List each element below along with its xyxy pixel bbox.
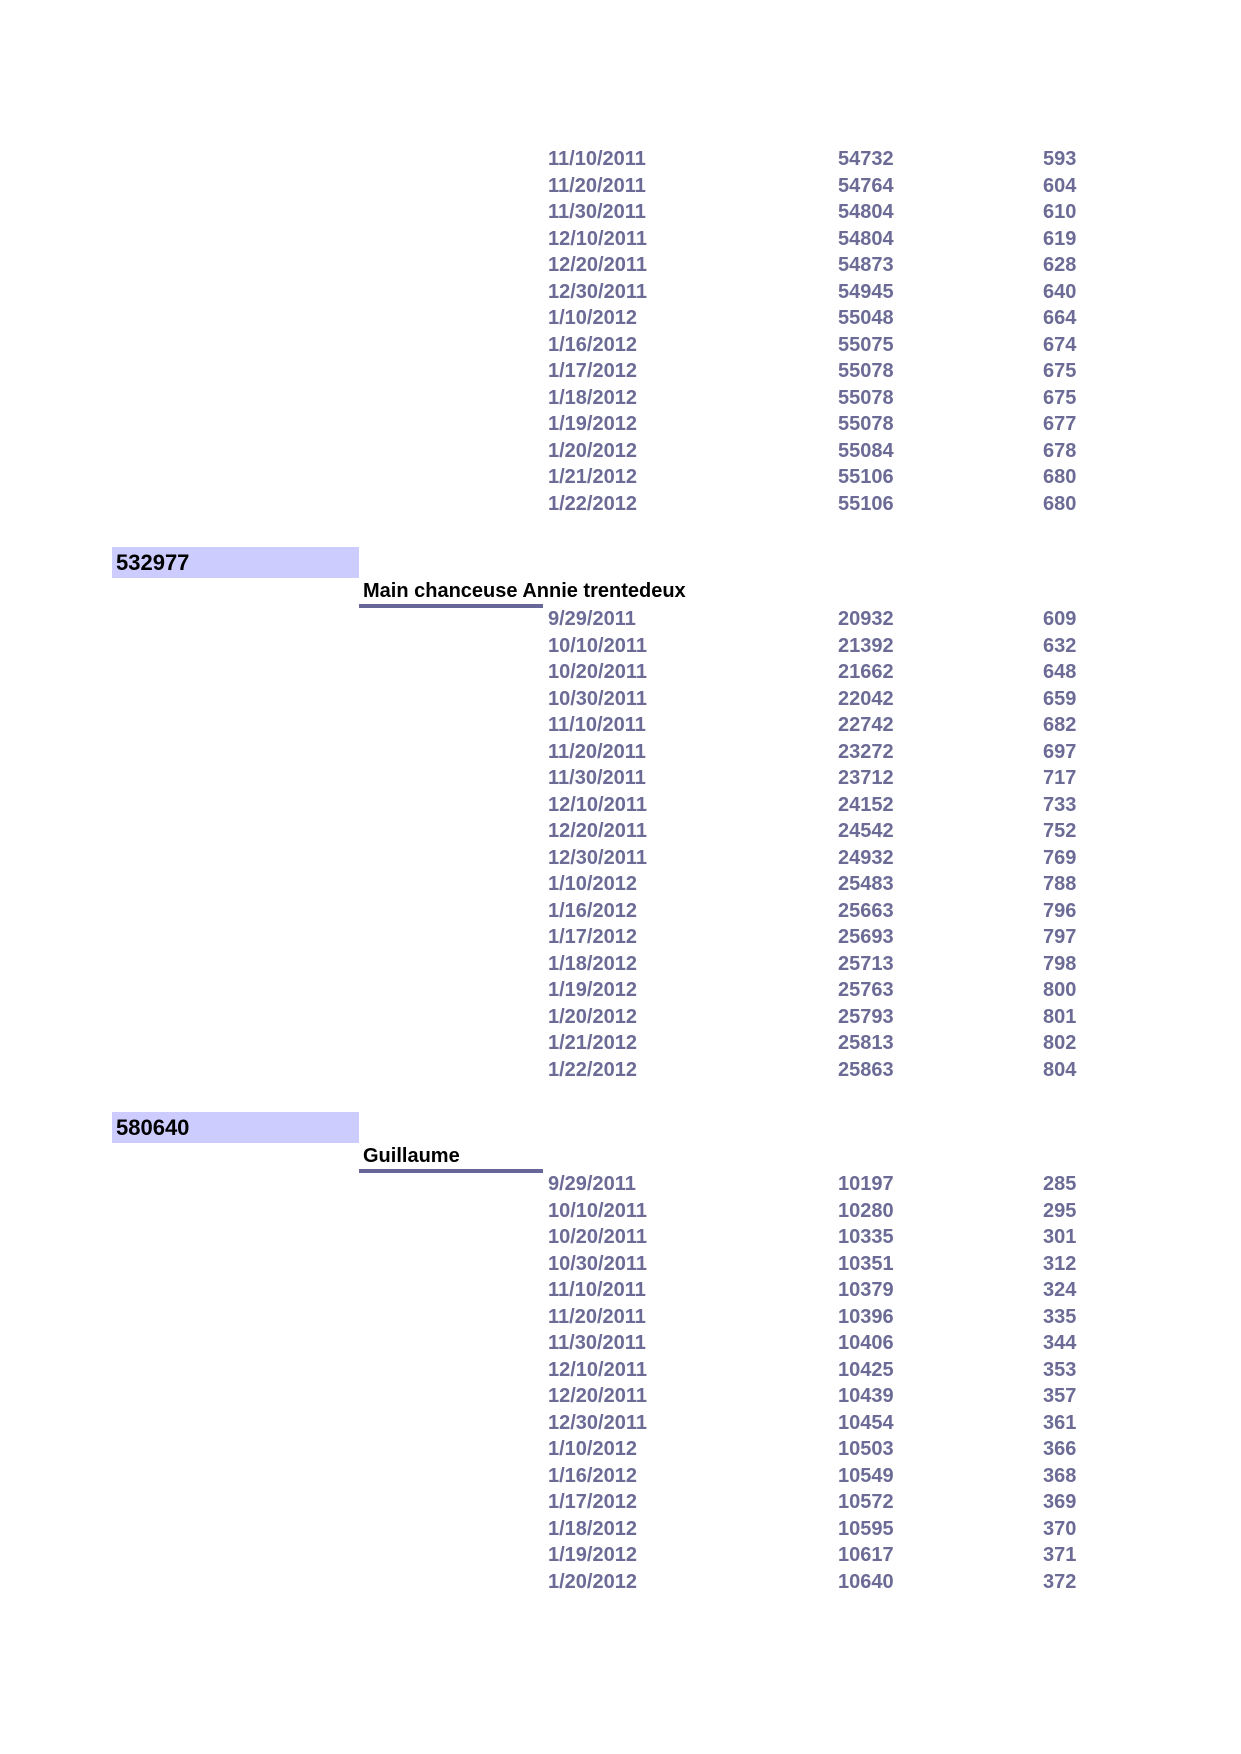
- row-date: 1/19/2012: [548, 1544, 637, 1566]
- row-value-2: 675: [1043, 360, 1077, 382]
- row-value-1: 55078: [838, 386, 894, 409]
- table-row: [0, 659, 1241, 686]
- row-value-1: 54873: [838, 254, 894, 276]
- table-row: [0, 818, 1241, 845]
- table-row: [0, 1357, 1241, 1384]
- row-value-2: 353: [1043, 1358, 1077, 1381]
- table-row: [0, 712, 1241, 739]
- row-value-1: 20932: [838, 608, 894, 630]
- table-row: [0, 1542, 1241, 1569]
- row-value-1: 10617: [838, 1544, 894, 1566]
- row-date: 1/22/2012: [548, 1058, 637, 1081]
- row-date: 11/30/2011: [548, 201, 646, 223]
- row-value-1: 22742: [838, 714, 894, 736]
- row-date: 11/30/2011: [548, 767, 646, 789]
- row-value-1: 22042: [838, 687, 894, 710]
- row-value-2: 678: [1043, 439, 1077, 462]
- row-date: 10/30/2011: [548, 1252, 647, 1275]
- row-value-2: 366: [1043, 1438, 1077, 1460]
- row-value-2: 370: [1043, 1517, 1077, 1540]
- row-value-2: 675: [1043, 386, 1077, 409]
- row-date: 12/20/2011: [548, 1385, 647, 1407]
- row-value-1: 10425: [838, 1358, 894, 1381]
- row-date: 12/20/2011: [548, 820, 647, 842]
- row-value-1: 10351: [838, 1252, 894, 1275]
- row-value-2: 628: [1043, 254, 1077, 276]
- row-value-2: 357: [1043, 1385, 1077, 1407]
- row-date: 1/21/2012: [548, 466, 637, 488]
- table-row: [0, 898, 1241, 925]
- row-date: 1/19/2012: [548, 413, 637, 435]
- group-name: Guillaume: [363, 1145, 460, 1167]
- row-value-2: 769: [1043, 846, 1077, 869]
- row-value-2: 368: [1043, 1464, 1077, 1487]
- row-value-1: 10439: [838, 1385, 894, 1407]
- row-value-1: 10396: [838, 1305, 894, 1328]
- row-value-2: 697: [1043, 740, 1077, 763]
- row-value-1: 55106: [838, 466, 894, 488]
- row-value-2: 733: [1043, 793, 1077, 816]
- row-date: 11/30/2011: [548, 1332, 646, 1354]
- row-value-2: 604: [1043, 174, 1077, 197]
- table-row: [0, 1004, 1241, 1031]
- row-value-2: 648: [1043, 661, 1077, 683]
- table-row: [0, 1057, 1241, 1084]
- row-value-2: 717: [1043, 767, 1077, 789]
- table-row: [0, 305, 1241, 332]
- row-date: 1/10/2012: [548, 307, 637, 329]
- group-id: 532977: [116, 550, 190, 575]
- row-date: 1/20/2012: [548, 1570, 637, 1593]
- row-value-2: 285: [1043, 1173, 1077, 1195]
- table-row: [0, 464, 1241, 491]
- row-value-1: 10197: [838, 1173, 894, 1195]
- row-date: 1/17/2012: [548, 360, 637, 382]
- row-value-1: 10572: [838, 1491, 894, 1513]
- table-row: [0, 951, 1241, 978]
- row-date: 1/20/2012: [548, 1005, 637, 1028]
- row-value-2: 682: [1043, 714, 1077, 736]
- row-value-2: 632: [1043, 634, 1077, 657]
- table-row: [0, 1251, 1241, 1278]
- row-value-2: 371: [1043, 1544, 1077, 1566]
- row-value-2: 335: [1043, 1305, 1077, 1328]
- row-value-1: 10406: [838, 1332, 894, 1354]
- row-value-2: 788: [1043, 873, 1077, 895]
- row-value-2: 801: [1043, 1005, 1077, 1028]
- row-date: 1/18/2012: [548, 386, 637, 409]
- table-row: [0, 1330, 1241, 1357]
- row-value-2: 610: [1043, 201, 1077, 223]
- row-date: 12/10/2011: [548, 793, 647, 816]
- table-row: [0, 1304, 1241, 1331]
- row-value-1: 25713: [838, 952, 894, 975]
- table-row: [0, 765, 1241, 792]
- row-value-1: 21392: [838, 634, 894, 657]
- row-value-2: 797: [1043, 926, 1077, 948]
- row-value-1: 54804: [838, 201, 894, 223]
- table-row: [0, 1171, 1241, 1198]
- row-date: 1/10/2012: [548, 873, 637, 895]
- row-date: 1/17/2012: [548, 1491, 637, 1513]
- table-row: [0, 924, 1241, 951]
- group-id: 580640: [116, 1115, 190, 1140]
- row-value-1: 54732: [838, 148, 894, 170]
- row-value-1: 25793: [838, 1005, 894, 1028]
- row-value-2: 372: [1043, 1570, 1077, 1593]
- row-date: 12/30/2011: [548, 1411, 647, 1434]
- group-name: Main chanceuse Annie trentedeux: [363, 580, 686, 602]
- table-row: [0, 385, 1241, 412]
- row-date: 11/10/2011: [548, 1279, 646, 1301]
- row-date: 11/10/2011: [548, 714, 646, 736]
- row-value-1: 55106: [838, 492, 894, 515]
- table-row: [0, 173, 1241, 200]
- row-value-2: 619: [1043, 227, 1077, 250]
- row-value-2: 800: [1043, 979, 1077, 1001]
- row-value-2: 593: [1043, 148, 1077, 170]
- row-value-1: 55084: [838, 439, 894, 462]
- row-value-2: 640: [1043, 280, 1077, 303]
- row-value-1: 24542: [838, 820, 894, 842]
- row-date: 1/16/2012: [548, 333, 637, 356]
- table-row: [0, 1410, 1241, 1437]
- row-value-1: 10503: [838, 1438, 894, 1460]
- row-value-2: 659: [1043, 687, 1077, 710]
- row-date: 10/10/2011: [548, 1199, 647, 1222]
- table-row: [0, 686, 1241, 713]
- row-value-2: 361: [1043, 1411, 1077, 1434]
- table-row: [0, 1516, 1241, 1543]
- row-value-1: 25763: [838, 979, 894, 1001]
- table-row: [0, 977, 1241, 1004]
- row-date: 9/29/2011: [548, 608, 636, 630]
- row-date: 12/30/2011: [548, 846, 647, 869]
- row-date: 11/20/2011: [548, 740, 646, 763]
- row-value-1: 54804: [838, 227, 894, 250]
- row-date: 9/29/2011: [548, 1173, 636, 1195]
- table-row: [0, 358, 1241, 385]
- row-value-1: 23712: [838, 767, 894, 789]
- row-value-2: 664: [1043, 307, 1077, 329]
- row-date: 12/10/2011: [548, 1358, 647, 1381]
- row-date: 1/16/2012: [548, 1464, 637, 1487]
- group-id-badge: [112, 1112, 359, 1143]
- table-row: [0, 1463, 1241, 1490]
- row-date: 1/22/2012: [548, 492, 637, 515]
- row-value-1: 55078: [838, 413, 894, 435]
- table-row: [0, 1198, 1241, 1225]
- row-date: 12/20/2011: [548, 254, 647, 276]
- row-value-1: 25663: [838, 899, 894, 922]
- row-date: 1/21/2012: [548, 1032, 637, 1054]
- row-date: 1/10/2012: [548, 1438, 637, 1460]
- row-value-2: 324: [1043, 1279, 1077, 1301]
- row-value-2: 677: [1043, 413, 1077, 435]
- row-value-1: 21662: [838, 661, 894, 683]
- row-value-1: 23272: [838, 740, 894, 763]
- table-row: [0, 491, 1241, 518]
- row-value-1: 55078: [838, 360, 894, 382]
- row-value-1: 54945: [838, 280, 894, 303]
- row-date: 1/17/2012: [548, 926, 637, 948]
- row-value-2: 680: [1043, 492, 1077, 515]
- row-value-1: 25483: [838, 873, 894, 895]
- row-date: 1/20/2012: [548, 439, 637, 462]
- table-row: [0, 332, 1241, 359]
- row-value-2: 796: [1043, 899, 1077, 922]
- row-value-2: 752: [1043, 820, 1077, 842]
- row-value-1: 24152: [838, 793, 894, 816]
- row-value-1: 25693: [838, 926, 894, 948]
- table-row: [0, 199, 1241, 226]
- row-date: 11/20/2011: [548, 174, 646, 197]
- table-row: [0, 1383, 1241, 1410]
- table-row: [0, 871, 1241, 898]
- row-value-2: 295: [1043, 1199, 1077, 1222]
- row-value-1: 10335: [838, 1226, 894, 1248]
- table-row: [0, 252, 1241, 279]
- table-row: [0, 606, 1241, 633]
- table-row: [0, 1030, 1241, 1057]
- row-value-2: 369: [1043, 1491, 1077, 1513]
- row-value-1: 25813: [838, 1032, 894, 1054]
- row-value-1: 10640: [838, 1570, 894, 1593]
- row-value-1: 55048: [838, 307, 894, 329]
- table-row: [0, 411, 1241, 438]
- table-row: [0, 1224, 1241, 1251]
- row-date: 11/20/2011: [548, 1305, 646, 1328]
- table-row: [0, 1436, 1241, 1463]
- table-row: [0, 1489, 1241, 1516]
- table-row: [0, 845, 1241, 872]
- row-value-1: 10595: [838, 1517, 894, 1540]
- row-value-1: 54764: [838, 174, 894, 197]
- row-date: 1/19/2012: [548, 979, 637, 1001]
- table-row: [0, 438, 1241, 465]
- row-value-2: 680: [1043, 466, 1077, 488]
- table-row: [0, 226, 1241, 253]
- row-value-1: 10379: [838, 1279, 894, 1301]
- row-value-2: 804: [1043, 1058, 1077, 1081]
- table-row: [0, 1277, 1241, 1304]
- row-value-1: 10280: [838, 1199, 894, 1222]
- row-date: 1/18/2012: [548, 952, 637, 975]
- table-row: [0, 792, 1241, 819]
- row-date: 12/10/2011: [548, 227, 647, 250]
- row-value-2: 802: [1043, 1032, 1077, 1054]
- row-value-1: 10454: [838, 1411, 894, 1434]
- group-id-badge: [112, 547, 359, 578]
- row-date: 1/16/2012: [548, 899, 637, 922]
- row-value-1: 24932: [838, 846, 894, 869]
- row-value-1: 25863: [838, 1058, 894, 1081]
- row-date: 10/10/2011: [548, 634, 647, 657]
- table-row: [0, 146, 1241, 173]
- table-row: [0, 633, 1241, 660]
- table-row: [0, 1569, 1241, 1596]
- table-row: [0, 279, 1241, 306]
- row-date: 11/10/2011: [548, 148, 646, 170]
- row-value-1: 10549: [838, 1464, 894, 1487]
- row-date: 10/30/2011: [548, 687, 647, 710]
- table-row: [0, 739, 1241, 766]
- row-value-2: 609: [1043, 608, 1077, 630]
- row-value-2: 312: [1043, 1252, 1077, 1275]
- row-value-2: 301: [1043, 1226, 1077, 1248]
- row-value-2: 674: [1043, 333, 1077, 356]
- row-date: 10/20/2011: [548, 1226, 647, 1248]
- row-value-1: 55075: [838, 333, 894, 356]
- row-date: 12/30/2011: [548, 280, 647, 303]
- row-date: 1/18/2012: [548, 1517, 637, 1540]
- row-value-2: 344: [1043, 1332, 1077, 1354]
- row-value-2: 798: [1043, 952, 1077, 975]
- row-date: 10/20/2011: [548, 661, 647, 683]
